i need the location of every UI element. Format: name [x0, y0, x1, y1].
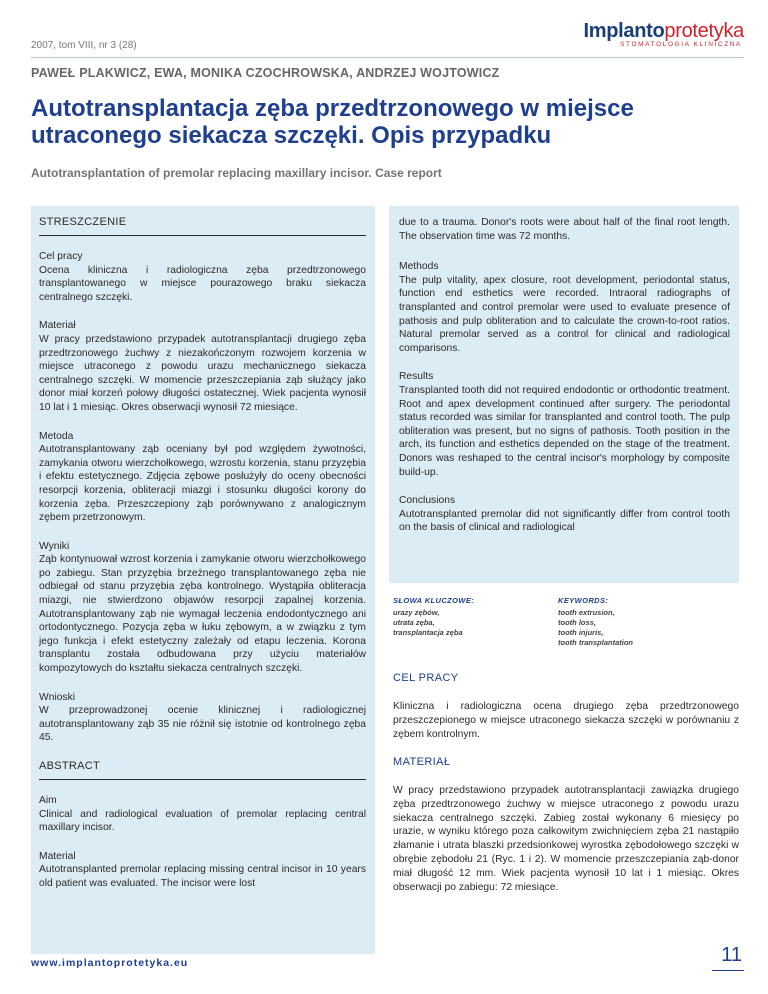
section-text: W pracy przedstawiono przypadek autotransplantacji drugiego zęba przedtrzonowego żuchwy z niezakończonym rozwojem korzenia w miejsce utraconego z powodu urazu mechanicznego siekacza centralnego szczęki. W momencie przeszczepiania ząb służący jako donor miał korzeń połowy długości ostatecznej. Wiek pacjenta wynosił 10 lat i 1 miesiąc. Okres obserwacji wynosił 72 miesiące.: [39, 333, 366, 413]
footer-url[interactable]: www.implantoprotetyka.eu: [31, 957, 189, 969]
issue-info: 2007, tom VIII, nr 3 (28): [31, 40, 137, 51]
page-number: 11: [721, 944, 742, 966]
header-rule: [31, 57, 744, 58]
abstract-box-left: [31, 206, 375, 954]
journal-logo: [583, 20, 744, 48]
cel-pracy-heading: CEL PRACY: [393, 672, 459, 684]
streszczenie-section: [39, 430, 366, 525]
keywords-en: [558, 596, 633, 648]
section-title: Aim: [39, 795, 57, 806]
material-text: W pracy przedstawiono przypadek autotransplantacji zawiązka drugiego zęba przedtrzonowego żuchwy w miejsce utraconego z powodu urazu siekacza centralnego szczęki. Zabieg został wykonany 6 miesięcy po urazie, w wyniku którego poza całkowitym zwichnięciem zęba 21 nastąpiło złamanie i utrata blaszki przedsionkowej wyrostka zębodołowego szczęki w obrębie zębodołu 21 (Ryc. 1 i 2). W momencie przeszczepiania ząb-donor miał długość 12 mm. Wiek pacjenta wynosił 10 lat i 1 miesiąc. Okres obserwacji po zabiegu: 72 miesiące.: [393, 785, 739, 893]
abstract-section: [399, 494, 730, 535]
abstract-box-right: [389, 206, 739, 583]
section-title: Wnioski: [39, 691, 76, 703]
section-title: Conclusions: [399, 495, 456, 507]
section-title: Cel pracy: [39, 251, 83, 262]
keywords-pl: [393, 596, 474, 638]
section-title: Materiał: [39, 320, 76, 332]
section-text: Ząb kontynuował wzrost korzenia i zamykanie otworu wierzchołkowego po zabiegu. Stan przyzębia brzeżnego transplantowanego zęba nie odbiegał od stanu przyzębia zęba kontrolnego. Wystąpiła obliteracja miazgi, nie stwierdzono objawów resorpcji zapalnej korzenia. Autotransplantowany ząb nie wymagał leczenia endodontycznego ani ortodontycznego. Pozycja zęba w łuku zębowym, a w związku z tym jego funkcja i efekt estetyczny zależały od etapu leczenia. Korona transplantu została odbudowana przy użyciu materiałów kompozytowych do kształtu siekacza centralnych szczęki.: [39, 554, 366, 675]
cel-pracy-text: Kliniczna i radiologiczna ocena drugiego zęba przedtrzonowego przeszczepionego w miejsce utraconego siekacza szczęki w porównaniu z zębem kontrolnym.: [393, 701, 739, 740]
keyword-item: transplantacja zęba: [393, 628, 463, 637]
logo-main: Implanto: [583, 20, 665, 42]
section-text: Autotransplanted premolar did not significantly differ from control tooth on the basis of clinical and radiological: [399, 508, 730, 534]
abstract-section: [399, 370, 730, 479]
logo-subtitle: STOMATOLOGIA KLINICZNA: [620, 41, 742, 48]
keyword-item: utrata zęba,: [393, 618, 435, 627]
page-number-rule: [712, 970, 744, 971]
article-title: Autotransplantacja zęba przedtrzonowego w miejsce utraconego siekacza szczęki. Opis przypadku: [31, 95, 634, 149]
section-title: Results: [399, 371, 434, 383]
keyword-item: tooth injuris,: [558, 628, 604, 637]
section-text: Clinical and radiological evaluation of premolar replacing central maxillary incisor.: [39, 808, 366, 834]
abstract-continuation: due to a trauma. Donor's roots were about half of the final root length. The observation time was 72 months.: [399, 217, 730, 242]
keyword-item: tooth loss,: [558, 618, 596, 627]
article-subtitle: Autotransplantation of premolar replacing maxillary incisor. Case report: [31, 166, 442, 180]
authors: PAWEŁ PLAKWICZ, EWA, MONIKA CZOCHROWSKA, ANDRZEJ WOJTOWICZ: [31, 66, 500, 80]
material-heading: MATERIAŁ: [393, 756, 451, 768]
keyword-item: urazy zębów,: [393, 608, 440, 617]
section-text: Transplanted tooth did not required endodontic or orthodontic treatment. Root and apex development continued after surgery. The periodontal status recorded was similar for transplanted and control tooth. The pulp obliteration was present, but no signs of pathosis. Tooth position in the arch, its function and esthetics depended on the stage of the treatment. Donors was reshaped to the central incisor's morphology by composite build-up.: [399, 384, 730, 478]
streszczenie-section: [39, 691, 366, 745]
abstract-section: [399, 260, 730, 355]
section-title: Methods: [399, 261, 439, 273]
section-text: Autotransplanted premolar replacing missing central incisor in 10 years old patient was evaluated. The incisor were lost: [39, 864, 366, 889]
streszczenie-heading: STRESZCZENIE: [39, 216, 366, 236]
section-title: Wyniki: [39, 540, 70, 552]
abstract-section: [39, 794, 366, 835]
keywords-pl-heading: SŁOWA KLUCZOWE:: [393, 596, 475, 605]
keywords-en-heading: KEYWORDS:: [558, 596, 609, 605]
streszczenie-section: [39, 319, 366, 414]
section-text: W przeprowadzonej ocenie klinicznej i radiologicznej autotransplantowany ząb 35 nie różnił się istotnie od kontrolnego zęba 45.: [39, 705, 366, 744]
section-title: Metoda: [39, 430, 74, 442]
section-text: The pulp vitality, apex closure, root development, periodontal status, function end esthetics were recorded. Intraoral radiographs of transplanted and control premolar were used to evaluate presence of pathosis and pulp obliteration and to calculate the crown-to-root ratios. Natural premolar served as a control for clinical and radiological comparisons.: [399, 274, 730, 354]
keyword-item: tooth extrusion,: [558, 608, 615, 617]
streszczenie-section: [39, 540, 366, 676]
abstract-section: [39, 850, 366, 891]
streszczenie-section: [39, 250, 366, 304]
logo-accent: protetyka: [664, 20, 744, 42]
abstract-heading: ABSTRACT: [39, 760, 366, 780]
section-text: Ocena kliniczna i radiologiczna zęba przedtrzonowego transplantowanego w miejsce pourazowego braku siekacza centralnego szczęki.: [39, 264, 366, 303]
section-title: Material: [39, 850, 76, 862]
section-text: Autotransplantowany ząb oceniany był pod względem żywotności, zamykania otworu wierzchołkowego, wzrostu korzenia, stanu przyzębia i efektu estetycznego. Zdjęcia zębowe posłużyły do oceny obecności resorpcji korzenia, obliteracji miazgi i stosunku długości korony do korzenia zęba. Przeszczepiony ząb porównywano z analogicznym zębem przetrzonowym.: [39, 444, 366, 524]
keyword-item: tooth transplantation: [558, 638, 633, 647]
